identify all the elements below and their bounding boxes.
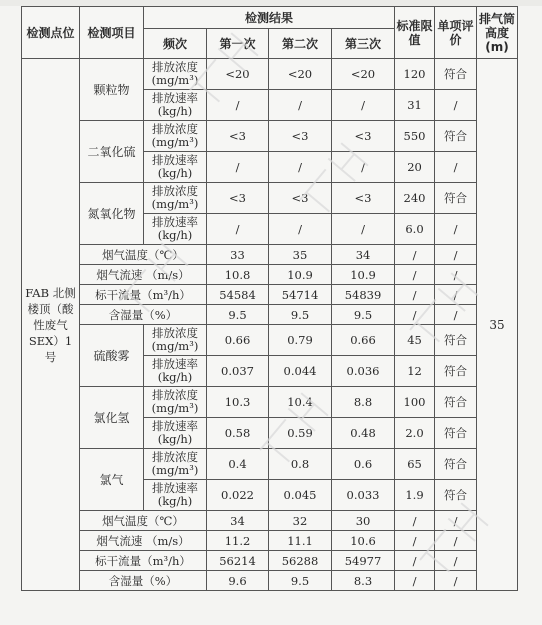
h2so4-rate-1: 0.037	[207, 356, 269, 387]
std-flow-eval: /	[435, 285, 477, 305]
flue-temp-3: 30	[332, 511, 395, 531]
moisture-2: 9.5	[269, 571, 332, 591]
moisture-2: 9.5	[269, 305, 332, 325]
nox-conc-1: <3	[207, 183, 269, 214]
flue-speed-eval: /	[435, 531, 477, 551]
so2-conc-3: <3	[332, 121, 395, 152]
nox-conc-limit: 240	[395, 183, 435, 214]
cl2-conc-limit: 65	[395, 449, 435, 480]
h2so4-conc-3: 0.66	[332, 325, 395, 356]
header-location: 检测点位	[22, 7, 80, 59]
pollutant-sulfuric-acid-mist: 硫酸雾	[80, 325, 144, 387]
rate-label: 排放速率 (kg/h)	[144, 214, 207, 245]
flue-temp-eval: /	[435, 245, 477, 265]
h2so4-conc-limit: 45	[395, 325, 435, 356]
stack-height-value: 35	[477, 59, 518, 591]
particulate-rate-3: /	[332, 90, 395, 121]
conc-label: 排放浓度 (mg/m³)	[144, 387, 207, 418]
particulate-rate-2: /	[269, 90, 332, 121]
particulate-rate-1: /	[207, 90, 269, 121]
particulate-conc-1: <20	[207, 59, 269, 90]
pollutant-so2: 二氧化硫	[80, 121, 144, 183]
nox-rate-eval: /	[435, 214, 477, 245]
cl2-conc-3: 0.6	[332, 449, 395, 480]
flue-temp-label: 烟气温度（℃）	[80, 511, 207, 531]
h2so4-conc-eval: 符合	[435, 325, 477, 356]
hcl-conc-2: 10.4	[269, 387, 332, 418]
nox-conc-eval: 符合	[435, 183, 477, 214]
cl2-rate-limit: 1.9	[395, 480, 435, 511]
so2-rate-3: /	[332, 152, 395, 183]
nox-rate-limit: 6.0	[395, 214, 435, 245]
header-limit: 标准限值	[395, 7, 435, 59]
h2so4-conc-2: 0.79	[269, 325, 332, 356]
std-flow-1: 54584	[207, 285, 269, 305]
h2so4-rate-eval: 符合	[435, 356, 477, 387]
std-flow-2: 54714	[269, 285, 332, 305]
cl2-conc-1: 0.4	[207, 449, 269, 480]
flue-temp-1: 34	[207, 511, 269, 531]
h2so4-conc-1: 0.66	[207, 325, 269, 356]
particulate-rate-eval: /	[435, 90, 477, 121]
rate-label: 排放速率 (kg/h)	[144, 152, 207, 183]
flue-speed-limit: /	[395, 531, 435, 551]
std-flow-3: 54839	[332, 285, 395, 305]
std-flow-eval: /	[435, 551, 477, 571]
so2-rate-1: /	[207, 152, 269, 183]
moisture-limit: /	[395, 305, 435, 325]
hcl-conc-limit: 100	[395, 387, 435, 418]
particulate-conc-limit: 120	[395, 59, 435, 90]
moisture-label: 含湿量（%）	[80, 305, 207, 325]
conc-label: 排放浓度 (mg/m³)	[144, 183, 207, 214]
std-flow-limit: /	[395, 285, 435, 305]
std-flow-3: 54977	[332, 551, 395, 571]
rate-label: 排放速率 (kg/h)	[144, 90, 207, 121]
flue-temp-3: 34	[332, 245, 395, 265]
flue-speed-1: 10.8	[207, 265, 269, 285]
hcl-conc-3: 8.8	[332, 387, 395, 418]
moisture-3: 8.3	[332, 571, 395, 591]
header-test-2: 第二次	[269, 29, 332, 59]
nox-rate-3: /	[332, 214, 395, 245]
cl2-rate-eval: 符合	[435, 480, 477, 511]
nox-conc-2: <3	[269, 183, 332, 214]
moisture-eval: /	[435, 571, 477, 591]
so2-rate-2: /	[269, 152, 332, 183]
flue-speed-limit: /	[395, 265, 435, 285]
nox-conc-3: <3	[332, 183, 395, 214]
header-item: 检测项目	[80, 7, 144, 59]
flue-temp-limit: /	[395, 245, 435, 265]
h2so4-rate-limit: 12	[395, 356, 435, 387]
h2so4-rate-3: 0.036	[332, 356, 395, 387]
hcl-rate-limit: 2.0	[395, 418, 435, 449]
header-frequency: 频次	[144, 29, 207, 59]
hcl-conc-eval: 符合	[435, 387, 477, 418]
header-evaluation: 单项评价	[435, 7, 477, 59]
std-flow-limit: /	[395, 551, 435, 571]
conc-label: 排放浓度 (mg/m³)	[144, 449, 207, 480]
moisture-eval: /	[435, 305, 477, 325]
emission-results-table	[21, 6, 518, 591]
flue-speed-2: 10.9	[269, 265, 332, 285]
header-test-3: 第三次	[332, 29, 395, 59]
std-flow-2: 56288	[269, 551, 332, 571]
so2-conc-eval: 符合	[435, 121, 477, 152]
so2-rate-limit: 20	[395, 152, 435, 183]
flue-speed-label: 烟气流速 （m/s）	[80, 531, 207, 551]
flue-temp-2: 32	[269, 511, 332, 531]
hcl-rate-3: 0.48	[332, 418, 395, 449]
flue-temp-eval: /	[435, 511, 477, 531]
so2-conc-limit: 550	[395, 121, 435, 152]
h2so4-rate-2: 0.044	[269, 356, 332, 387]
pollutant-hcl: 氯化氢	[80, 387, 144, 449]
flue-temp-limit: /	[395, 511, 435, 531]
moisture-label: 含湿量（%）	[80, 571, 207, 591]
flue-speed-3: 10.6	[332, 531, 395, 551]
flue-speed-eval: /	[435, 265, 477, 285]
hcl-rate-1: 0.58	[207, 418, 269, 449]
moisture-limit: /	[395, 571, 435, 591]
cl2-conc-eval: 符合	[435, 449, 477, 480]
conc-label: 排放浓度 (mg/m³)	[144, 59, 207, 90]
so2-conc-1: <3	[207, 121, 269, 152]
nox-rate-2: /	[269, 214, 332, 245]
hcl-conc-1: 10.3	[207, 387, 269, 418]
nox-rate-1: /	[207, 214, 269, 245]
particulate-conc-3: <20	[332, 59, 395, 90]
flue-speed-label: 烟气流速 （m/s）	[80, 265, 207, 285]
moisture-1: 9.5	[207, 305, 269, 325]
cl2-rate-3: 0.033	[332, 480, 395, 511]
rate-label: 排放速率 (kg/h)	[144, 356, 207, 387]
hcl-rate-2: 0.59	[269, 418, 332, 449]
flue-speed-3: 10.9	[332, 265, 395, 285]
std-flow-label: 标干流量（m³/h）	[80, 551, 207, 571]
so2-rate-eval: /	[435, 152, 477, 183]
flue-temp-2: 35	[269, 245, 332, 265]
conc-label: 排放浓度 (mg/m³)	[144, 121, 207, 152]
cl2-conc-2: 0.8	[269, 449, 332, 480]
pollutant-chlorine: 氯气	[80, 449, 144, 511]
rate-label: 排放速率 (kg/h)	[144, 480, 207, 511]
hcl-rate-eval: 符合	[435, 418, 477, 449]
particulate-conc-2: <20	[269, 59, 332, 90]
sampling-location: FAB 北侧楼顶（酸性废气 SEX）1 号	[22, 59, 80, 591]
rate-label: 排放速率 (kg/h)	[144, 418, 207, 449]
std-flow-1: 56214	[207, 551, 269, 571]
flue-temp-label: 烟气温度（℃）	[80, 245, 207, 265]
moisture-3: 9.5	[332, 305, 395, 325]
pollutant-nox: 氮氧化物	[80, 183, 144, 245]
conc-label: 排放浓度 (mg/m³)	[144, 325, 207, 356]
so2-conc-2: <3	[269, 121, 332, 152]
particulate-conc-eval: 符合	[435, 59, 477, 90]
header-results: 检测结果	[144, 7, 395, 29]
cl2-rate-2: 0.045	[269, 480, 332, 511]
pollutant-particulate: 颗粒物	[80, 59, 144, 121]
flue-temp-1: 33	[207, 245, 269, 265]
flue-speed-1: 11.2	[207, 531, 269, 551]
header-test-1: 第一次	[207, 29, 269, 59]
particulate-rate-limit: 31	[395, 90, 435, 121]
cl2-rate-1: 0.022	[207, 480, 269, 511]
header-stack-height: 排气筒高度(m)	[477, 7, 518, 59]
flue-speed-2: 11.1	[269, 531, 332, 551]
std-flow-label: 标干流量（m³/h）	[80, 285, 207, 305]
moisture-1: 9.6	[207, 571, 269, 591]
